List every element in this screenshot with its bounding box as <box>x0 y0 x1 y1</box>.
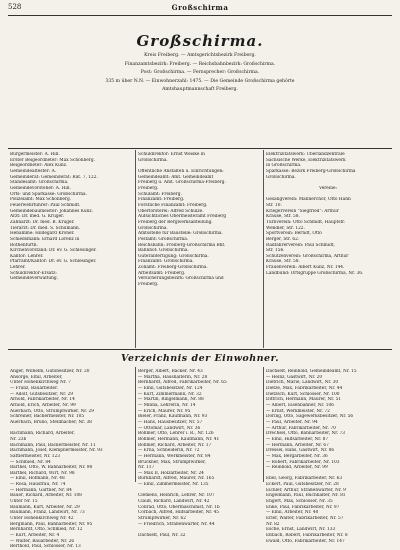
resident-entry: Barthel, Otto, W. Bahnarbeiter, Nr. 98 <box>10 465 93 471</box>
resident-entry: Anger, Wilhelm, Gutsbesitzer, Nr. 20 <box>10 369 90 374</box>
directory-entry: Schiedsmann: Erhard Lorenz in <box>10 236 80 242</box>
resident-entry: Erler, Walter, Fabrikarbeiter, Nr. 57 <box>266 516 344 522</box>
directory-entry: Berger, Str. 62. <box>266 236 300 242</box>
directory-entry: Gemeindebaumeister: Johannes Kunz. <box>10 208 94 214</box>
directory-entry: Schuldirektor: Ernst Weiske in <box>138 152 205 157</box>
directory-entry: Pfarramt/Kantor: Dr. ev. G. Schlesinger. <box>10 259 97 265</box>
column-divider <box>263 367 264 482</box>
directory-entry: Güterabfertigung: Großschirma. <box>138 253 209 259</box>
resident-entry: Corbach, Alfred, Hilfsarbeiter, Nr. 45 <box>138 510 219 516</box>
resident-entry: — Ottomar, Landwirt, Nr. 36 <box>138 425 201 431</box>
resident-entry: — Rosa, Hausfrau, Nr. 74 <box>10 482 66 488</box>
resident-entry: Drechsel, Otto, Bahnarbeiter, Nr. 73 <box>266 431 346 437</box>
directory-entry: Str. 156. <box>266 248 285 254</box>
directory-entry: Rothenfurth. <box>10 242 38 248</box>
page-number: 528 <box>8 3 22 11</box>
resident-entry: Bernhardt, Alfred, Fabrikarbeiter, Nr. 65 <box>138 380 227 386</box>
resident-entry: Enke, Paul, Fabrikarbeiter, Nr. 97 <box>266 504 340 510</box>
directory-entry: Radfahrerverein: Paul Schmidt, <box>266 242 335 248</box>
page-title: Großschirma. <box>136 32 264 50</box>
resident-entry: — Arthur, Fabrikarbeiter, Nr. 70 <box>266 425 336 431</box>
info-line: Amtshauptmannschaft Freiberg. <box>162 87 238 93</box>
resident-entry: Bernhardt, Otto, Schmied, Nr. 12 <box>10 527 83 533</box>
directory-entry: in Großschirma. <box>266 163 302 169</box>
resident-entry: Bachmann, Paul, Bäckermeister, Nr. 11 <box>10 442 96 448</box>
resident-entry: — Martha, Haushälterin, Nr. 28 <box>138 374 208 380</box>
directory-entry: Krause, Str. 58. <box>266 259 300 265</box>
directory-entry: Landbund: Ortsgruppe Großschirma, Nr. 36. <box>266 270 364 276</box>
resident-entry: — Friedrich, Straßenwärter, Nr. 44 <box>138 521 215 527</box>
resident-entry: — Hermann, Gärtner, Nr. 84 <box>10 487 72 493</box>
resident-entry: Döring, Otto, Sägewerksbesitzer, Nr. 56 <box>266 414 354 420</box>
directory-entry: Kriegerverein "Siegfried": Arthur <box>266 208 339 214</box>
info-line: 335 m über N.N. — Einwohnerzahl: 1475. — Die Gemeinde Großschirma gehörte <box>105 78 295 84</box>
resident-entry: Clemens, Heinrich, Lehrer, Nr. 107 <box>138 493 215 499</box>
resident-entry: — Robert, Fabrikarbeiter, Nr. 103 <box>266 459 340 465</box>
directory-entry: Gemeinderat: Gemeinderat: Rat. 7, 122. <box>10 174 98 180</box>
running-title: Großschirma <box>171 3 229 12</box>
resident-entry: — Max, Bergarbeiter, Nr. 36 <box>266 453 328 459</box>
directory-entry: Bahnhof: Großschirma. <box>138 248 189 254</box>
resident-entry: Auerbach, Otto, Strumpfwirker, Nr. 29 <box>10 408 94 414</box>
resident-entry: Ebel, Georg, Fabrikarbeiter, Nr. 63 <box>266 476 343 482</box>
resident-entry: — Minna, Lehrerin, Nr. 14 <box>138 402 196 408</box>
resident-entry: Dietrich, Marie, Landwirt, Nr. 30 <box>266 380 339 386</box>
resident-entry: Eckert, Paul, Gutsbesitzer, Nr. 28 <box>266 482 339 488</box>
resident-entry: Ansorge, Emil, Arbeiter, <box>10 374 63 380</box>
resident-entry: Ewald, Otto, Fabrikarbeiter, Nr. 147 <box>266 538 345 544</box>
resident-entry: Schreiner, Bäckermeister, Nr. 105 <box>10 414 85 420</box>
directory-entry: Kantor: Lehrer. <box>10 253 44 259</box>
resident-entry: Berthold, Paul, Schlosser, Nr. 13 <box>10 544 81 550</box>
directory-entry: Reichsbahn: Freiberg-Großschirma Bhf. <box>138 242 226 248</box>
column-divider <box>135 367 136 482</box>
directory-entry: Sparkasse: Bezirk Freiberg-Großschirma <box>266 168 356 174</box>
resident-entry: Eßbach, Robert, Fabrikarbeiter, Nr. 8 <box>266 533 348 539</box>
directory-entry: Krause, Str. 58. <box>266 214 300 220</box>
directory-entry: Standesamt: Großschirma. <box>10 180 69 186</box>
directory-entry: Turnverein: Otto Schmidt, Hauptstr. <box>266 219 346 225</box>
resident-entry: Dachselt, Reinhold, Gemeindeamt, Nr. 15 <box>266 369 357 374</box>
resident-entry: — Albert, Eisenbahner, Nr. 106 <box>266 402 334 408</box>
column-divider <box>135 150 136 348</box>
resident-entry: Berger, Albert, Bäcker, Nr. 43 <box>138 369 203 374</box>
directory-entry: Öffentliche Anstalten u. Einrichtungen: <box>138 168 224 174</box>
resident-entry: Dittrich, Hermann, Maurer, Nr. 51 <box>266 397 342 403</box>
resident-entry: Bauer, Richard, Arbeiter, Nr. 108 <box>10 493 82 499</box>
directory-entry: Versicherungsbezirk: Großschirma und <box>138 276 224 282</box>
resident-entry: — Paul, Arbeiter, Nr. 94 <box>266 419 318 425</box>
directory-entry: Bürgermeister: A. Hill. <box>10 152 60 157</box>
resident-entry: Conrad, Otto, Obermaschinist, Nr. 1b <box>138 504 220 510</box>
directory-entry: Großschirma. <box>138 225 168 231</box>
resident-entry: — Hans, Hausbesitzer, Nr. 57 <box>138 419 203 425</box>
resident-entry: — Emil, Zimmermeister, Nr. 135 <box>138 482 209 488</box>
resident-entry: Dachselt, Paul, Nr. 32 <box>138 533 186 539</box>
info-rule <box>8 148 392 149</box>
resident-entry: Brückner, Max, Strumpfwirker, <box>138 459 206 465</box>
resident-entry: Dietze, Max, Fabrikarbeiter, Nr. 44 <box>266 385 343 391</box>
directory-entry: Finanzamt: Großschirma. <box>138 259 194 265</box>
resident-entry: — Adolf, Gutsbesitzer, Nr. 29 <box>10 391 74 397</box>
resident-entry: — Erich, Maurer, Nr. 95 <box>138 408 191 414</box>
directory-entry: Oberförsterei: Alfred Schulze. <box>138 208 204 214</box>
resident-entry: — Emil, Hilfsarbeiter, Nr. 87 <box>266 436 329 442</box>
directory-entry: Gemeindeamt: Amt. Gemeindeamt <box>138 174 214 180</box>
directory-entry: Str. 10. <box>266 202 282 208</box>
resident-entry: — Hermann, Arbeiter, Nr. 67 <box>266 442 329 448</box>
directory-entry: Arbeitsamt: Freiberg. <box>138 270 186 276</box>
directory-entry: Postamt: Großschirma. <box>138 236 189 242</box>
resident-entry: — Schmied, Nr. 84 <box>10 459 51 465</box>
resident-entry: Auerbach, Bruno, Stellmacher, Nr. 38 <box>10 419 92 425</box>
directory-entry: Zollamt: Freiberg-Großschirma. <box>138 265 208 271</box>
directory-entry: Gemeindevorsteher: A. Hill. <box>10 185 71 191</box>
resident-entry: — Heinz, Gastwirt, Nr. 20 <box>266 374 323 380</box>
directory-entry: Sächsische Werke, Elektrizitätswerk <box>266 157 346 163</box>
directory-entry: Feuerwehrführer: Paul Schmidt. <box>10 202 81 208</box>
section-title: Verzeichnis der Einwohner. <box>120 353 280 364</box>
directory-entry: Gemeindeverwaltung. <box>10 276 59 282</box>
directory-entry: Hebamme: Hildegard Kröner. <box>10 231 75 237</box>
resident-entry: Bergmann, Paul, Bahnarbeiter, Nr. 95 <box>10 521 93 527</box>
resident-entry: Sattlermeister, Nr. 123 <box>10 453 60 459</box>
resident-entry: Nr. 23b <box>10 436 27 442</box>
column-divider <box>263 150 264 348</box>
directory-entry: Arzt: Dr. med. G. Krüger. <box>10 214 65 220</box>
resident-entry: Strumpfwirker, Nr. 62 <box>138 516 187 522</box>
resident-entry: Clauß, Richard, Landwirt, Nr. 42 <box>138 499 210 505</box>
institutions-column <box>138 152 262 288</box>
resident-entry: Barthel, Richard, Wirt, Nr. 98 <box>10 470 75 476</box>
resident-entry: — Max II, Holzarbeiter, Nr. 24 <box>138 470 204 476</box>
directory-entry: Gemeindeältester: A. <box>10 168 57 174</box>
directory-entry: Sportverein: Berndt, Otto <box>266 231 322 237</box>
resident-entry: Unter Hohenkirchweg Nr. 42 <box>10 516 74 522</box>
directory-entry: Lehrer. <box>10 265 26 271</box>
directory-entry: Beigeordneter: Alex Kunz. <box>10 163 68 169</box>
resident-entry: Böhmer, Richard, Arbeiter, Nr. 17 <box>138 442 212 448</box>
resident-entry: Eichler, Arthur, Straßenwärter, Nr. 9 <box>266 487 346 493</box>
directory-entry: Frauenverein: Albert Kunz, Nr. 144. <box>266 265 345 271</box>
directory-entry: Gesangverein: Männerchor, Otto Hahn <box>266 197 351 203</box>
directory-entry: Schuldirektor-Ersatz: <box>10 270 57 276</box>
resident-entry: Unter Nr. 15 <box>10 499 38 505</box>
directory-entry: Freiberg der Bergwerksabteilung. <box>138 219 213 225</box>
resident-entry: Böhmer, Otto, Lehrer i. R., Nr. 126 <box>138 431 214 437</box>
resident-entry: — Emil, Hofmann, Nr. 48 <box>10 476 65 482</box>
resident-entry: — Kurt, Arbeiter, Nr. 4 <box>10 533 60 539</box>
resident-entry: — Emil, Arbeiter, Nr. 40 <box>266 510 319 516</box>
directory-entry: Freiberg. <box>138 282 159 288</box>
resident-entry: Esche, Ernst, Landwirt, Nr. 133 <box>266 527 336 533</box>
directory-entry: Vereine: <box>319 185 337 191</box>
resident-entry: — Reinhold, Arbeiter, Nr. 99 <box>266 465 328 471</box>
header-rule <box>8 15 392 16</box>
resident-entry: Bieler, Franz, Kaufmann, Nr. 93 <box>138 414 208 420</box>
resident-entry: Burkhardt, Alfred, Maurer, Nr. 165 <box>138 476 215 482</box>
resident-entry: — Kurt, Zimmermann, Nr. 32 <box>138 391 202 397</box>
info-line: Kreis Freiberg. — Amtsgerichtsbezirk Freiberg. <box>144 53 256 58</box>
directory-entry: Finanzamt: Freiberg. <box>138 197 185 203</box>
section-rule <box>8 349 392 350</box>
directory-entry: Freiberg u. Amt. Großschirma-Freiberg. <box>138 180 226 186</box>
info-line: Finanzamtsbezirk: Freiberg. — Reichsbahnbezirk: Großschirma. <box>124 61 276 67</box>
resident-entry: — Ernst, Werkmeister, Nr. 72 <box>266 408 330 414</box>
directory-entry: Großschirma. <box>266 174 296 180</box>
directory-entry: Freiberg. <box>138 185 159 191</box>
directory-entry: Amtsstelle für Baustelle: Großschirma. <box>138 231 223 237</box>
resident-entry: — Erna, Schneiderin, Nr. 72 <box>138 448 200 454</box>
directory-entry: Schulamt: Freiberg. <box>138 191 182 197</box>
resident-entry: Dressel, Hans, Gastwirt, Nr. 86 <box>266 448 335 454</box>
resident-entry: Arnold, Fabrikarbeiter, Nr. 14 <box>10 397 75 403</box>
resident-entry: Baumann, Franz, Landwirt, Nr. 73 <box>10 510 85 516</box>
resident-entry: Nr. 117 <box>138 465 155 471</box>
town-info <box>30 52 370 95</box>
resident-entry: Nr. 82 <box>266 521 280 527</box>
directory-entry: Aufsichtliches Obermeisteramt Freiberg <box>138 214 227 220</box>
resident-entry: Engert, Max, Schlosser, Nr. 35 <box>266 499 333 505</box>
directory-entry: Zahnarzt: Dr. med. B. Krüger. <box>10 219 75 225</box>
residents-column-2 <box>138 369 262 539</box>
officials-column <box>10 152 134 282</box>
directory-entry: Kirchenvorstand: Dr. ev. G. Schlesinger. <box>10 248 97 254</box>
resident-entry: Arnold, Erich, Arbeiter, Nr. 99 <box>10 402 76 408</box>
resident-entry: — Walter, Bauarbeiter, Nr. 26 <box>10 538 75 544</box>
resident-entry: — Hermann, Werkmeister, Nr. 84 <box>138 453 211 459</box>
residents-column-1 <box>10 369 134 550</box>
directory-entry: Wendler, Str. 122. <box>266 225 305 231</box>
resident-entry: Baumann, Kurt, Arbeiter, Nr. 29 <box>10 504 80 510</box>
directory-entry: Schützenverein: Großschirma, Arthur <box>266 253 349 259</box>
info-line: Post: Großschirma. — Fernsprecher: Großschirma. <box>140 70 260 76</box>
resident-entry: Unter Hohenkirchweg Nr. 7 <box>10 380 71 386</box>
directory-entry: Großschirma. <box>138 157 168 163</box>
resident-entry: — Martin, Ringelmann, Nr. 88 <box>138 397 204 403</box>
directory-entry: Tierarzt: Dr. med. S. Schumann. <box>10 225 81 231</box>
resident-entry: — Emil, Gutsbesitzer, Nr. 124 <box>138 385 203 391</box>
resident-entry: Bachmann, Josef, Klempnermeister, Nr. 93 <box>10 448 103 454</box>
directory-entry: Elektrizitätswerk: Überlandzentrale <box>266 152 345 157</box>
resident-entry: Engelmann, Paul, Buchhalter, Nr. 81 <box>266 493 346 499</box>
directory-entry: Orts- und Sparkasse: Großschirma. <box>10 191 87 197</box>
resident-entry: Böhmer, Hermann, Kaufmann, Nr. 41 <box>138 436 220 442</box>
directory-entry: Forstliche Finanzamt: Freiberg. <box>138 202 208 208</box>
page-header <box>8 3 392 15</box>
resident-entry: Bachmann, Richard, Arbeiter, <box>10 431 75 437</box>
associations-column <box>266 152 390 276</box>
resident-entry: Dietzsch, Kurt, Schlosser, Nr. 100 <box>266 391 340 397</box>
residents-column-3 <box>266 369 390 544</box>
resident-entry: — Franz, Bauarbeiter. <box>10 385 59 391</box>
directory-entry: Polizeiamt: Max Schönberg. <box>10 197 72 203</box>
directory-entry: Erster Beigeordneter: Max Schönberg. <box>10 157 95 163</box>
